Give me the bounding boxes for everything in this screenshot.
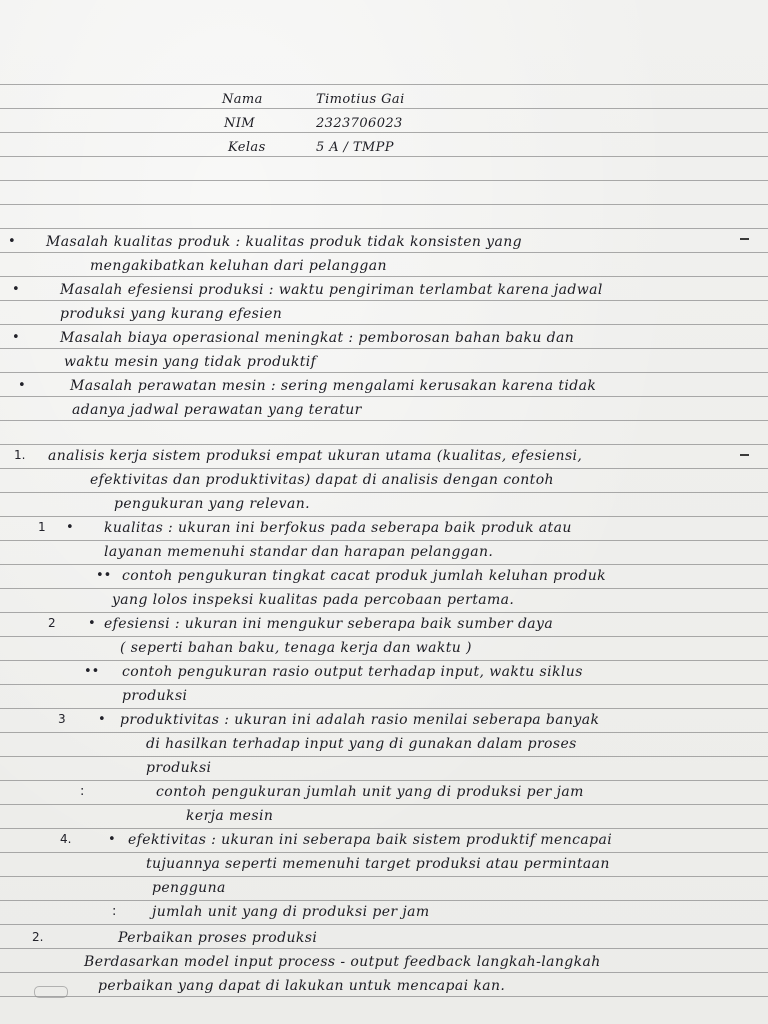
margin-dash (740, 238, 749, 240)
bullet-point: •• (84, 664, 100, 679)
rule-line (0, 948, 768, 949)
item-line: produktivitas : ukuran ini adalah rasio menilai seberapa banyak (120, 712, 600, 728)
intro-line: analisis kerja sistem produksi empat ukuran utama (kualitas, efesiensi, (48, 448, 583, 464)
rule-line (0, 876, 768, 877)
bullet-point: •• (96, 568, 112, 583)
item-line: contoh pengukuran jumlah unit yang di produksi per jam (156, 784, 584, 800)
bullet-point: : (80, 784, 85, 799)
problem-line: Masalah efesiensi produksi : waktu pengiriman terlambat karena jadwal (60, 282, 603, 298)
item-line: contoh pengukuran rasio output terhadap input, waktu siklus (122, 664, 583, 680)
rule-line (0, 612, 768, 613)
section-number: 1. (14, 448, 26, 462)
item-line: efesiensi : ukuran ini mengukur seberapa baik sumber daya (104, 616, 554, 632)
rule-line (0, 108, 768, 109)
problem-line: Masalah perawatan mesin : sering mengalami kerusakan karena tidak (70, 378, 597, 394)
rule-line (0, 996, 768, 997)
rule-line (0, 564, 768, 565)
item-number: 4. (60, 832, 72, 846)
item-line: pengguna (152, 880, 226, 896)
rule-line (0, 156, 768, 157)
item-line: produksi (146, 760, 212, 776)
bullet-point: : (112, 904, 117, 919)
rule-line (0, 852, 768, 853)
item-line: yang lolos inspeksi kualitas pada percobaan pertama. (112, 592, 515, 608)
rule-line (0, 708, 768, 709)
problem-line: Masalah biaya operasional meningkat : pemborosan bahan baku dan (60, 330, 575, 346)
item-line: layanan memenuhi standar dan harapan pelanggan. (104, 544, 494, 560)
rule-line (0, 924, 768, 925)
nim-value: 2323706023 (316, 116, 403, 131)
rule-line (0, 972, 768, 973)
rule-line (0, 276, 768, 277)
rule-line (0, 732, 768, 733)
item-line: ( seperti bahan baku, tenaga kerja dan waktu ) (120, 640, 472, 656)
rule-line (0, 780, 768, 781)
name-value: Timotius Gai (316, 92, 405, 107)
problem-line: mengakibatkan keluhan dari pelanggan (90, 258, 387, 274)
rule-line (0, 492, 768, 493)
rule-line (0, 324, 768, 325)
bullet-point: • (12, 282, 20, 297)
rule-line (0, 372, 768, 373)
rule-line (0, 804, 768, 805)
item-line: di hasilkan terhadap input yang di gunakan dalam proses (146, 736, 577, 752)
rule-line (0, 756, 768, 757)
item-line: kerja mesin (186, 808, 274, 824)
item-line: contoh pengukuran tingkat cacat produk jumlah keluhan produk (122, 568, 607, 584)
section-number: 2. (32, 930, 44, 944)
section-title: Perbaikan proses produksi (118, 930, 318, 946)
rule-line (0, 204, 768, 205)
section-line: Berdasarkan model input process - output feedback langkah-langkah (84, 954, 601, 970)
item-number: 2 (48, 616, 56, 630)
page-corner-mark (34, 986, 68, 998)
bullet-point: • (12, 330, 20, 345)
bullet-point: • (18, 378, 26, 393)
bullet-point: • (66, 520, 74, 535)
rule-line (0, 252, 768, 253)
rule-line (0, 540, 768, 541)
rule-line (0, 348, 768, 349)
rule-line (0, 84, 768, 85)
rule-line (0, 900, 768, 901)
bullet-point: • (108, 832, 116, 847)
name-label: Nama (222, 92, 263, 107)
rule-line (0, 132, 768, 133)
rule-line (0, 228, 768, 229)
rule-line (0, 828, 768, 829)
problem-line: adanya jadwal perawatan yang teratur (72, 402, 362, 418)
bullet-point: • (8, 234, 16, 249)
rule-line (0, 588, 768, 589)
rule-line (0, 300, 768, 301)
item-number: 1 (38, 520, 46, 534)
problem-line: produksi yang kurang efesien (60, 306, 283, 322)
problem-line: Masalah kualitas produk : kualitas produk tidak konsisten yang (46, 234, 523, 250)
item-line: produksi (122, 688, 188, 704)
problem-line: waktu mesin yang tidak produktif (64, 354, 317, 370)
rule-line (0, 396, 768, 397)
kelas-value: 5 A / TMPP (316, 140, 394, 155)
rule-line (0, 444, 768, 445)
item-number: 3 (58, 712, 66, 726)
intro-line: pengukuran yang relevan. (114, 496, 310, 512)
rule-line (0, 636, 768, 637)
item-line: efektivitas : ukuran ini seberapa baik sistem produktif mencapai (128, 832, 613, 848)
rule-line (0, 516, 768, 517)
item-line: kualitas : ukuran ini berfokus pada seberapa baik produk atau (104, 520, 572, 536)
bullet-point: • (98, 712, 106, 727)
item-line: tujuannya seperti memenuhi target produksi atau permintaan (146, 856, 610, 872)
rule-line (0, 660, 768, 661)
rule-line (0, 180, 768, 181)
margin-dash (740, 454, 749, 456)
rule-line (0, 468, 768, 469)
rule-line (0, 420, 768, 421)
item-line: jumlah unit yang di produksi per jam (152, 904, 430, 920)
section-line: perbaikan yang dapat di lakukan untuk mencapai kan. (98, 978, 506, 994)
rule-line (0, 684, 768, 685)
nim-label: NIM (224, 116, 256, 131)
bullet-point: • (88, 616, 96, 631)
kelas-label: Kelas (228, 140, 266, 155)
intro-line: efektivitas dan produktivitas) dapat di analisis dengan contoh (90, 472, 554, 488)
